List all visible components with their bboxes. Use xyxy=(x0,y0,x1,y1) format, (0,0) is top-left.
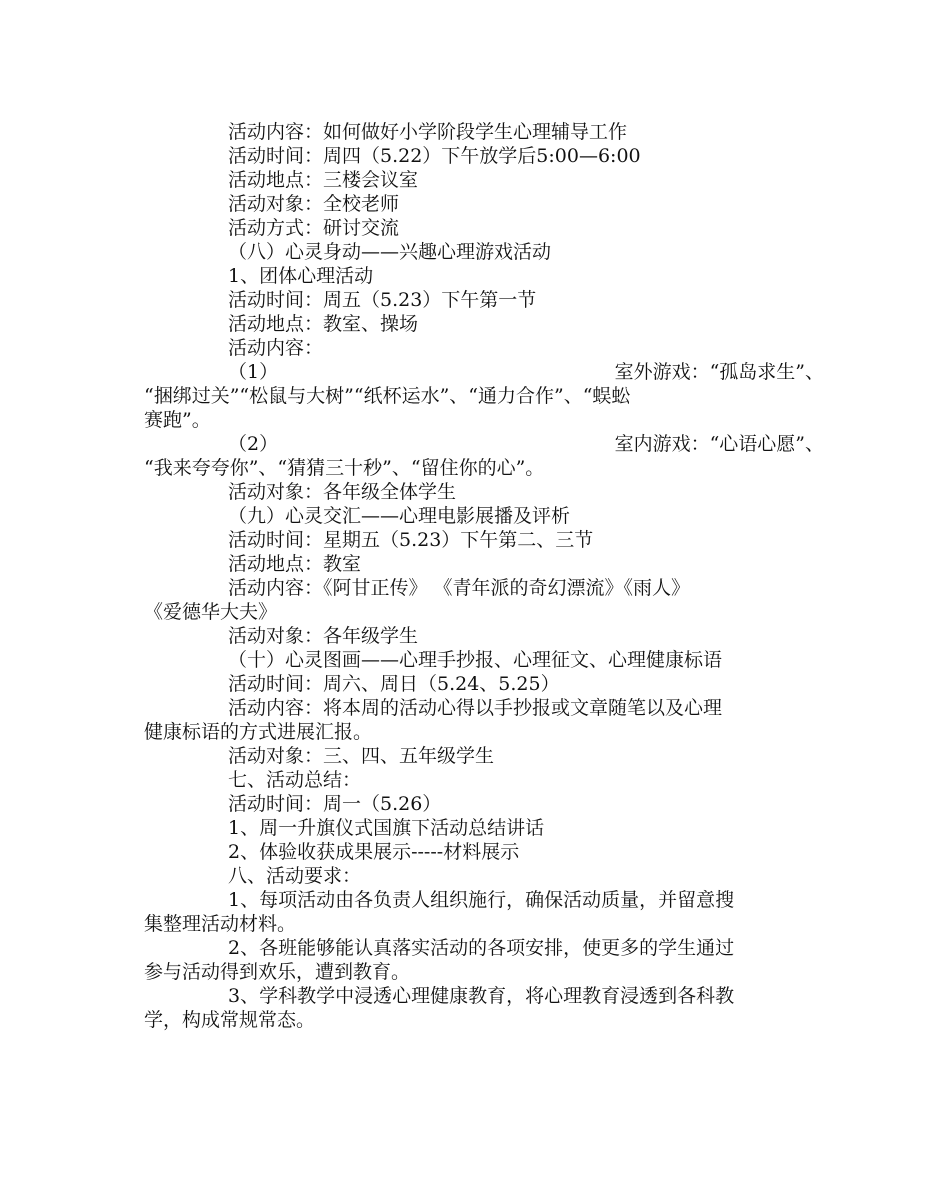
text-line: 健康标语的方式进展汇报。 xyxy=(144,721,373,743)
game-item-outdoor xyxy=(144,360,824,384)
text-line: 活动对象：各年级学生 xyxy=(228,625,419,647)
text-line: 活动对象：各年级全体学生 xyxy=(228,481,457,503)
document-body xyxy=(144,120,824,1032)
text-line: 2、体验收获成果展示-----材料展示 xyxy=(228,841,520,863)
text-line: 活动时间：周五（5.23）下午第一节 xyxy=(228,289,537,311)
text-line: 活动对象：全校老师 xyxy=(228,193,400,215)
text-line: 活动内容：如何做好小学阶段学生心理辅导工作 xyxy=(228,121,628,143)
text-line: 1、每项活动由各负责人组织施行，确保活动质量，并留意搜 xyxy=(228,889,735,911)
section-heading: 八、活动要求： xyxy=(228,865,362,887)
text-line: 活动时间：周四（5.22）下午放学后5:00—6:00 xyxy=(228,145,641,167)
text-line: 1、团体心理活动 xyxy=(228,265,374,287)
game-item-tail: 室内游戏：“心语心愿”、 xyxy=(614,433,824,455)
text-line: 活动时间：周六、周日（5.24、5.25） xyxy=(228,673,560,695)
text-line: 活动内容：《阿甘正传》 《青年派的奇幻漂流》《雨人》 xyxy=(228,577,691,599)
text-line: 活动内容：将本周的活动心得以手抄报或文章随笔以及心理 xyxy=(228,697,723,719)
section-heading: （八）心灵身动——兴趣心理游戏活动 xyxy=(228,241,552,263)
text-line: 活动地点：教室 xyxy=(228,553,362,575)
text-line: 活动地点：教室、操场 xyxy=(228,313,419,335)
section-heading: （十）心灵图画——心理手抄报、心理征文、心理健康标语 xyxy=(228,649,723,671)
text-line: 活动时间：星期五（5.23）下午第二、三节 xyxy=(228,529,594,551)
text-line: 学，构成常规常态。 xyxy=(144,1009,316,1031)
game-item-number: （1） xyxy=(228,361,279,383)
section-heading: （九）心灵交汇——心理电影展播及评析 xyxy=(228,505,571,527)
text-line: 集整理活动材料。 xyxy=(144,913,297,935)
text-line: 活动地点：三楼会议室 xyxy=(228,169,419,191)
text-line: 3、学科教学中浸透心理健康教育，将心理教育浸透到各科教 xyxy=(228,985,735,1007)
text-line: 活动方式：研讨交流 xyxy=(228,217,400,239)
section-heading: 七、活动总结： xyxy=(228,769,362,791)
text-line: “我来夸夸你”、“猜猜三十秒”、“留住你的心”。 xyxy=(144,457,545,479)
game-item-indoor xyxy=(144,432,824,456)
text-line: 活动内容： xyxy=(228,337,324,359)
text-line: “捆绑过关”“松鼠与大树”“纸杯运水”、“通力合作”、“蜈蚣 xyxy=(144,385,631,407)
text-line: 活动时间：周一（5.26） xyxy=(228,793,442,815)
text-line: 赛跑”。 xyxy=(144,409,211,431)
text-line: 活动对象：三、四、五年级学生 xyxy=(228,745,495,767)
text-line: 2、各班能够能认真落实活动的各项安排，使更多的学生通过 xyxy=(228,937,735,959)
game-item-tail: 室外游戏：“孤岛求生”、 xyxy=(614,361,824,383)
text-line: 参与活动得到欢乐，遭到教育。 xyxy=(144,961,411,983)
text-line: 《爱德华大夫》 xyxy=(144,601,278,623)
text-line: 1、周一升旗仪式国旗下活动总结讲话 xyxy=(228,817,545,839)
game-item-number: （2） xyxy=(228,433,279,455)
